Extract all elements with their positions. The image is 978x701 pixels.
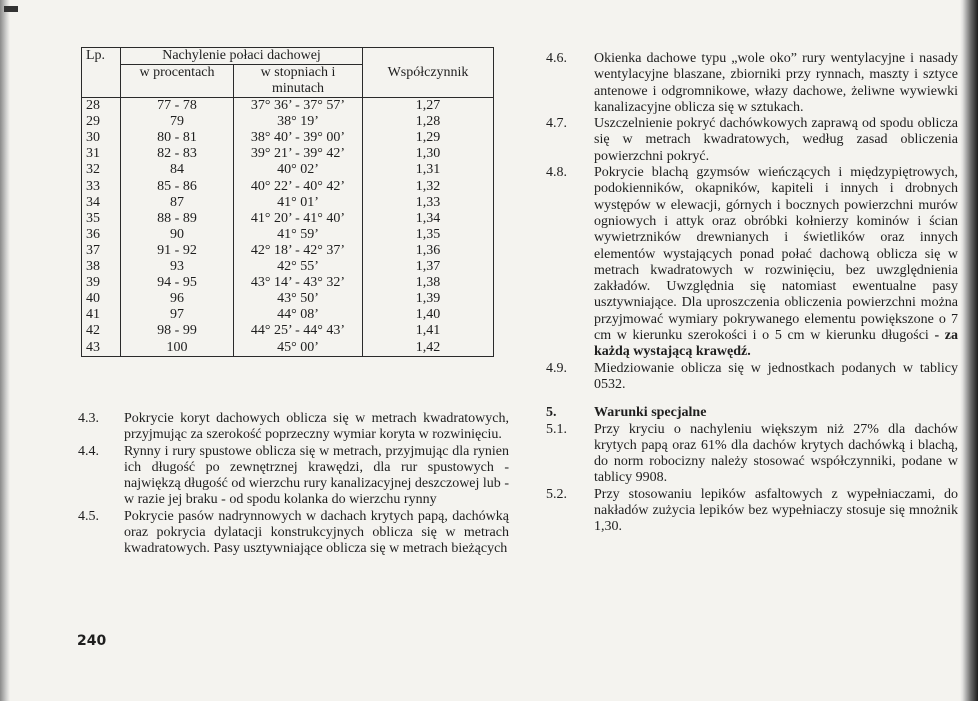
cell-deg: 37° 36’ - 37° 57’ <box>234 98 363 115</box>
cell-coef: 1,42 <box>363 340 494 357</box>
cell-lp: 29 <box>82 114 121 130</box>
cell-pct: 80 - 81 <box>121 130 234 146</box>
header-w-procentach: w procentach <box>121 65 234 98</box>
list-item <box>78 509 509 558</box>
section-5-heading <box>546 405 958 421</box>
list-item <box>546 51 958 116</box>
cell-deg: 40° 22’ - 40° 42’ <box>234 179 363 195</box>
cell-lp: 30 <box>82 130 121 146</box>
item-text-bold: - za każdą wystającą krawędź. <box>594 328 958 360</box>
section-spacer <box>546 393 958 405</box>
cell-coef: 1,34 <box>363 211 494 227</box>
section-5-number: 5. <box>546 405 557 421</box>
cell-pct: 100 <box>121 340 234 357</box>
cell-coef: 1,38 <box>363 275 494 291</box>
cell-deg: 40° 02’ <box>234 162 363 178</box>
item-text <box>124 509 509 558</box>
cell-deg: 39° 21’ - 39° 42’ <box>234 146 363 162</box>
cell-lp: 40 <box>82 291 121 307</box>
header-nachylenie: Nachylenie połaci dachowej <box>121 48 363 65</box>
item-text-body: Uszczelnienie pokryć dachówkowych zaprawą od spodu oblicza się w metrach kwadratowych, według zasad obliczenia powierzchni pokryć. <box>594 116 958 164</box>
cell-pct: 93 <box>121 259 234 275</box>
scan-mark <box>4 6 18 12</box>
cell-pct: 77 - 78 <box>121 98 234 115</box>
cell-lp: 32 <box>82 162 121 178</box>
cell-lp: 38 <box>82 259 121 275</box>
item-text <box>594 487 958 536</box>
item-text-body: Przy stosowaniu lepików asfaltowych z wypełniaczami, do nakładów zużycia lepików bez wypełniaczy stosuje się mnożnik 1,30. <box>594 486 958 535</box>
table-row <box>82 259 494 275</box>
cell-lp: 42 <box>82 323 121 339</box>
cell-pct: 96 <box>121 291 234 307</box>
item-text <box>124 411 509 444</box>
item-number: 4.7. <box>546 116 567 132</box>
cell-deg: 38° 19’ <box>234 114 363 130</box>
item-text-body: Okienka dachowe typu „wole oko” rury wentylacyjne i nasady wentylacyjne blaszane, zbiorniki przy rynnach, maszty i sztyce antenowe i odgromnikowe, włazy dachowe, żeliwne wywiewki kanalizacyjne oblicza się w sztukach. <box>594 51 958 115</box>
cell-pct: 79 <box>121 114 234 130</box>
cell-pct: 91 - 92 <box>121 243 234 259</box>
cell-lp: 31 <box>82 146 121 162</box>
cell-coef: 1,37 <box>363 259 494 275</box>
table-body <box>82 98 494 357</box>
right-column-text <box>546 51 958 536</box>
cell-deg: 44° 08’ <box>234 307 363 323</box>
cell-lp: 36 <box>82 227 121 243</box>
cell-pct: 88 - 89 <box>121 211 234 227</box>
cell-lp: 43 <box>82 340 121 357</box>
cell-deg: 41° 01’ <box>234 195 363 211</box>
item-text-body: Pokrycie blachą gzymsów wieńczących i międzypiętrowych, podokienników, okapników, kapiteli i innych i drobnych występów w elewacji, górnych i bocznych powierzchni murów ogniowych i attyk oraz obróbki kołnierzy kominów i ścian wywietrzników drewnianych i świetlików oraz innych elementów wystających ponad połać dachową oblicza się w metrach kwadratowych w rozwinięciu, bez uwzględnienia zakładów. Uwzględnia się natomiast ewentualne pasy usztywniające. Dla uproszczenia obliczenia powierzchni można przyjmować wymiary pokrywanego elementu powiększone o 7 cm w kierunku szerokości i o 5 cm w kierunku długości <box>594 165 958 344</box>
cell-pct: 84 <box>121 162 234 178</box>
table-row <box>82 291 494 307</box>
cell-pct: 82 - 83 <box>121 146 234 162</box>
item-text <box>594 422 958 487</box>
table-row <box>82 146 494 162</box>
table-row <box>82 243 494 259</box>
cell-pct: 98 - 99 <box>121 323 234 339</box>
item-text-body: Pokrycie koryt dachowych oblicza się w metrach kwadratowych, przyjmując za szerokość poprzeczny wymiar koryta w rozwinięciu. <box>124 411 509 443</box>
item-text-body: Pokrycie pasów nadrynnowych w dachach krytych papą, dachówką oraz pokrycia dylatacji konstrukcyjnych oblicza się w metrach kwadratowych. Pasy usztywniające oblicza się w metrach bieżących <box>124 508 509 557</box>
cell-deg: 43° 14’ - 43° 32’ <box>234 275 363 291</box>
item-number: 4.3. <box>78 411 99 426</box>
table-row <box>82 307 494 323</box>
table-row <box>82 195 494 211</box>
item-number: 4.6. <box>546 51 567 66</box>
table-row <box>82 275 494 291</box>
table-row <box>82 114 494 130</box>
item-text <box>124 444 509 509</box>
list-item <box>546 165 958 361</box>
table-row <box>82 130 494 146</box>
cell-pct: 90 <box>121 227 234 243</box>
table-row <box>82 340 494 357</box>
table-row <box>82 323 494 339</box>
cell-deg: 41° 20’ - 41° 40’ <box>234 211 363 227</box>
item-text-body: Miedziowanie oblicza się w jednostkach podanych w tablicy 0532. <box>594 360 958 392</box>
cell-pct: 85 - 86 <box>121 179 234 195</box>
cell-deg: 38° 40’ - 39° 00’ <box>234 130 363 146</box>
cell-coef: 1,33 <box>363 195 494 211</box>
header-lp: Lp. <box>82 48 121 98</box>
cell-coef: 1,31 <box>363 162 494 178</box>
cell-deg: 42° 55’ <box>234 259 363 275</box>
section-5-title: Warunki specjalne <box>594 405 707 421</box>
list-item <box>546 116 958 165</box>
cell-lp: 28 <box>82 98 121 115</box>
page-gutter-right <box>960 0 978 701</box>
cell-lp: 37 <box>82 243 121 259</box>
left-column-text <box>78 411 509 558</box>
cell-coef: 1,36 <box>363 243 494 259</box>
item-number: 4.9. <box>546 360 567 376</box>
cell-deg: 45° 00’ <box>234 340 363 357</box>
cell-deg: 43° 50’ <box>234 291 363 307</box>
cell-lp: 33 <box>82 179 121 195</box>
page-number: 240 <box>77 633 107 649</box>
cell-coef: 1,39 <box>363 291 494 307</box>
header-w-stopniach: w stopniach i minutach <box>234 65 363 98</box>
page-gutter-left <box>0 0 10 701</box>
table-row <box>82 227 494 243</box>
cell-coef: 1,35 <box>363 227 494 243</box>
list-item <box>546 422 958 487</box>
cell-deg: 41° 59’ <box>234 227 363 243</box>
item-text-body: Przy kryciu o nachyleniu większym niż 27% dla dachów krytych papą oraz 61% dla dachów krytych dachówką i blachą, do norm robocizny należy stosować współczynniki, podane w tablicy 9908. <box>594 421 958 486</box>
item-number: 5.1. <box>546 421 567 437</box>
cell-coef: 1,28 <box>363 114 494 130</box>
cell-lp: 39 <box>82 275 121 291</box>
cell-coef: 1,30 <box>363 146 494 162</box>
item-number: 4.8. <box>546 165 567 181</box>
list-item <box>78 411 509 444</box>
cell-coef: 1,40 <box>363 307 494 323</box>
cell-coef: 1,27 <box>363 98 494 115</box>
item-number: 5.2. <box>546 486 567 502</box>
cell-pct: 87 <box>121 195 234 211</box>
cell-coef: 1,29 <box>363 130 494 146</box>
cell-lp: 41 <box>82 307 121 323</box>
item-text <box>594 116 958 165</box>
cell-coef: 1,41 <box>363 323 494 339</box>
table-row <box>82 162 494 178</box>
cell-pct: 94 - 95 <box>121 275 234 291</box>
slope-coefficient-table <box>81 47 494 357</box>
table-row <box>82 179 494 195</box>
list-item <box>546 487 958 536</box>
list-item <box>78 444 509 509</box>
cell-lp: 35 <box>82 211 121 227</box>
item-text <box>594 165 958 361</box>
item-text <box>594 51 958 116</box>
right-items <box>546 51 958 393</box>
item-text-body: Rynny i rury spustowe oblicza się w metrach, przyjmując dla rynien ich długość po zewnętrznej krawędzi, dla rur spustowych - najwiękzą długość od wierzchu rury kanalizacyjnej deszczowej lub - w razie jej braku - od spodu kolanka do wierzchu rynny <box>124 443 509 508</box>
item-text <box>594 361 958 394</box>
cell-deg: 42° 18’ - 42° 37’ <box>234 243 363 259</box>
list-item <box>546 361 958 394</box>
table-row <box>82 211 494 227</box>
item-number: 4.4. <box>78 443 99 459</box>
section-5-items <box>546 422 958 536</box>
header-wspolczynnik: Współczynnik <box>363 48 494 98</box>
cell-coef: 1,32 <box>363 179 494 195</box>
cell-pct: 97 <box>121 307 234 323</box>
table-row <box>82 98 494 115</box>
cell-lp: 34 <box>82 195 121 211</box>
cell-deg: 44° 25’ - 44° 43’ <box>234 323 363 339</box>
item-number: 4.5. <box>78 508 99 524</box>
